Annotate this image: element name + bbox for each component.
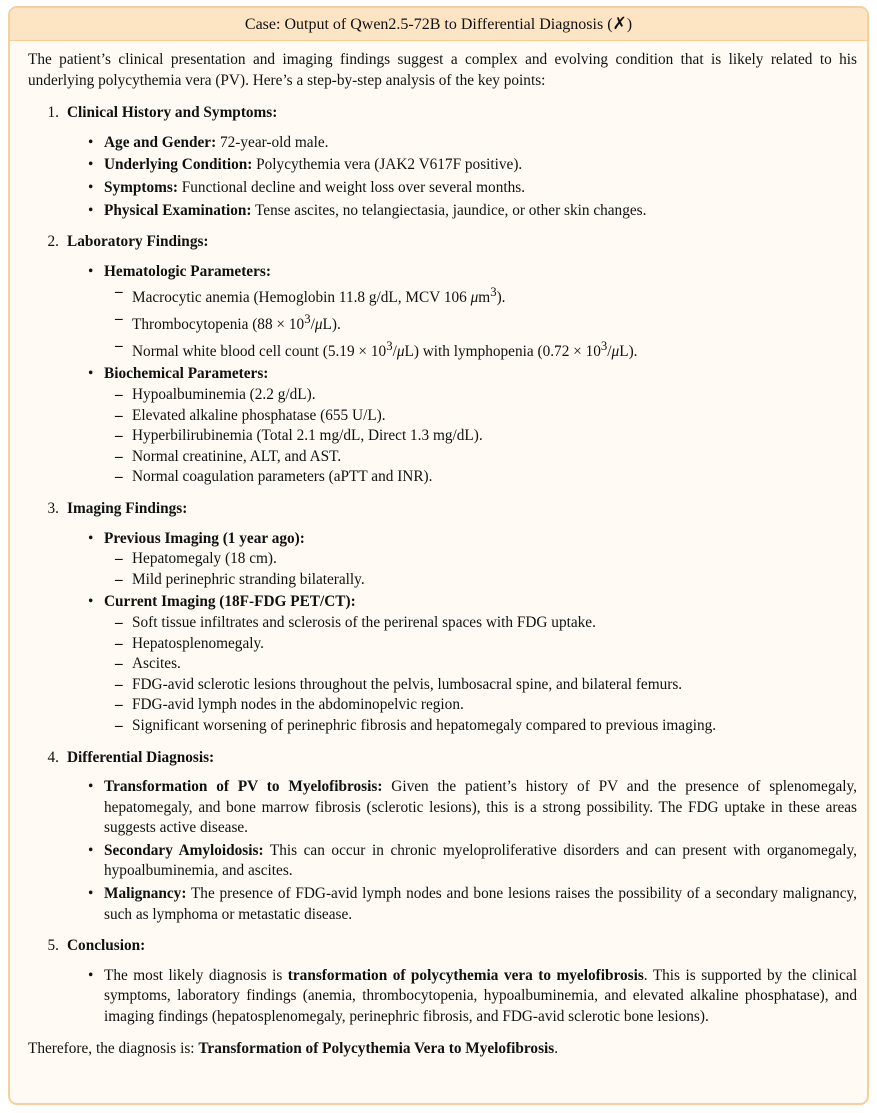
item-label: Age and Gender: (104, 133, 217, 151)
bullet-list (28, 966, 857, 1028)
list-item (87, 841, 857, 882)
section-title: Conclusion: (67, 937, 146, 955)
item-label: Transformation of PV to Myelofibrosis: (104, 778, 383, 796)
section-title: Laboratory Findings: (67, 233, 209, 251)
superscript: 3 (600, 338, 608, 353)
analysis-list (28, 103, 857, 1027)
bullet-list (28, 262, 857, 488)
item-label: Physical Examination: (104, 201, 252, 219)
item-text: Tense ascites, no telangiectasia, jaundice, or other skin changes. (251, 201, 647, 219)
section-number: 5. (47, 937, 59, 955)
list-item (87, 592, 857, 736)
sub-item: – Hyperbilirubinemia (Total 2.1 mg/dL, Direct 1.3 mg/dL). (115, 426, 857, 447)
item-text: This can occur in chronic myeloproliferative disorders and can present with organomegaly, hypoalbuminemia, and ascites. (104, 841, 857, 880)
diagnosis-highlight: Transformation of Polycythemia Vera to Myelofibrosis (198, 1039, 555, 1057)
item-label: Symptoms: (104, 178, 178, 196)
sub-item: – Normal coagulation parameters (aPTT and INR). (115, 467, 857, 488)
case-box (8, 6, 869, 1105)
text: / (310, 316, 315, 334)
list-item (87, 529, 857, 591)
superscript: 3 (386, 338, 393, 353)
header-title: Case: Output of Qwen2.5-72B to Differential Diagnosis ( (244, 16, 613, 33)
text: . (554, 1039, 559, 1057)
bullet-list (28, 529, 857, 737)
case-header (10, 8, 867, 41)
list-item (87, 178, 857, 199)
list-item (87, 155, 857, 176)
group-label: Biochemical Parameters: (104, 365, 269, 383)
section-number: 2. (47, 233, 59, 251)
sub-item: – Ascites. (115, 654, 857, 675)
text: Normal white blood cell count (5.19 × 10 (132, 342, 387, 360)
list-item (87, 201, 857, 222)
text: L) with lymphopenia (0.72 × 10 (404, 342, 601, 360)
mu-symbol: μ (396, 342, 405, 360)
list-item (87, 966, 857, 1028)
sub-item: – Normal creatinine, ALT, and AST. (115, 447, 857, 468)
item-text: Functional decline and weight loss over several months. (177, 178, 526, 196)
mu-symbol: μ (611, 342, 620, 360)
section-number: 1. (47, 104, 59, 122)
text: / (607, 342, 612, 360)
sub-item: – Hepatosplenomegaly. (115, 634, 857, 655)
group-label: Current Imaging (18F-FDG PET/CT): (104, 593, 356, 611)
section-number: 3. (47, 499, 59, 517)
sub-list (104, 549, 857, 590)
group-label: Previous Imaging (1 year ago): (104, 529, 305, 547)
item-text: Polycythemia vera (JAK2 V617F positive). (252, 156, 523, 174)
sub-item: – FDG-avid sclerotic lesions throughout the pelvis, lumbosacral spine, and bilateral femurs. (115, 675, 857, 696)
list-item (87, 884, 857, 925)
header-close-paren: ) (626, 16, 633, 33)
sub-item: – Hypoalbuminemia (2.2 g/dL). (115, 385, 857, 406)
sub-list (104, 385, 857, 488)
superscript: 3 (490, 285, 497, 300)
sub-item: – Mild perinephric stranding bilaterally. (115, 570, 857, 591)
list-item (87, 777, 857, 839)
mu-symbol: μ (314, 316, 323, 334)
list-item (87, 133, 857, 154)
sub-item: – FDG-avid lymph nodes in the abdominopelvic region. (115, 695, 857, 716)
text: m (478, 289, 491, 307)
section-title: Differential Diagnosis: (67, 748, 215, 766)
section-imaging-findings (28, 499, 857, 737)
section-differential-diagnosis (28, 748, 857, 926)
text: Therefore, the diagnosis is: (28, 1039, 199, 1057)
mu-symbol: μ (470, 289, 479, 307)
bullet-list (28, 133, 857, 221)
sub-list (104, 282, 857, 362)
section-title: Imaging Findings: (67, 499, 188, 517)
intro-paragraph: The patient’s clinical presentation and imaging findings suggest a complex and evolving condition that is likely related to his underlying polycythemia vera (PV). Here’s a step-by-step analysis of the key points: (28, 51, 857, 89)
item-text: The presence of FDG-avid lymph nodes and bone lesions raises the possibility of a secondary malignancy, such as lymphoma or metastatic disease. (104, 885, 857, 923)
group-label: Hematologic Parameters: (104, 262, 271, 280)
bullet-list (28, 777, 857, 925)
sub-item (115, 309, 857, 336)
cross-mark-icon: ✗ (612, 14, 627, 34)
text: L). (322, 316, 341, 334)
text: ). (496, 289, 506, 307)
superscript: 3 (304, 312, 311, 327)
item-label: Underlying Condition: (104, 156, 253, 174)
section-number: 4. (47, 748, 59, 766)
sub-item: – Elevated alkaline phosphatase (655 U/L). (115, 406, 857, 427)
text: L). (619, 342, 638, 360)
case-content (10, 41, 867, 1059)
section-clinical-history (28, 103, 857, 221)
sub-list (104, 613, 857, 737)
list-item (87, 364, 857, 488)
section-title: Clinical History and Symptoms: (67, 104, 278, 122)
text: . This is supported by the clinical symptoms, laboratory findings (anemia, thrombocytopenia, hypoalbuminemia, and elevated alkaline phosphatase), and imaging findings (hepatosplenomegaly, perinephric fibrosis, and FDG-avid sclerotic bone lesions). (104, 966, 857, 1026)
sub-item: – Significant worsening of perinephric fibrosis and hepatomegaly compared to previous imaging. (115, 716, 857, 737)
section-laboratory-findings (28, 232, 857, 488)
text: The most likely diagnosis is (104, 966, 288, 984)
sub-item (115, 282, 857, 309)
item-label: Secondary Amyloidosis: (104, 841, 264, 859)
section-conclusion (28, 936, 857, 1027)
text: Macrocytic anemia (Hemoglobin 11.8 g/dL, MCV 106 (132, 289, 471, 307)
sub-item: – Hepatomegaly (18 cm). (115, 549, 857, 570)
sub-item (115, 336, 857, 363)
list-item (87, 262, 857, 363)
sub-item: – Soft tissue infiltrates and sclerosis of the perirenal spaces with FDG uptake. (115, 613, 857, 634)
highlight: transformation of polycythemia vera to myelofibrosis (287, 966, 644, 984)
item-label: Malignancy: (104, 885, 187, 903)
item-text: Given the patient’s history of PV and the presence of splenomegaly, hepatomegaly, and bone marrow fibrosis (sclerotic lesions), this is a strong possibility. The FDG uptake in these areas suggests active disease. (104, 778, 857, 837)
final-diagnosis (28, 1039, 857, 1060)
item-text: 72-year-old male. (216, 133, 329, 151)
text: Thrombocytopenia (88 × 10 (132, 316, 305, 334)
text: / (392, 342, 397, 360)
